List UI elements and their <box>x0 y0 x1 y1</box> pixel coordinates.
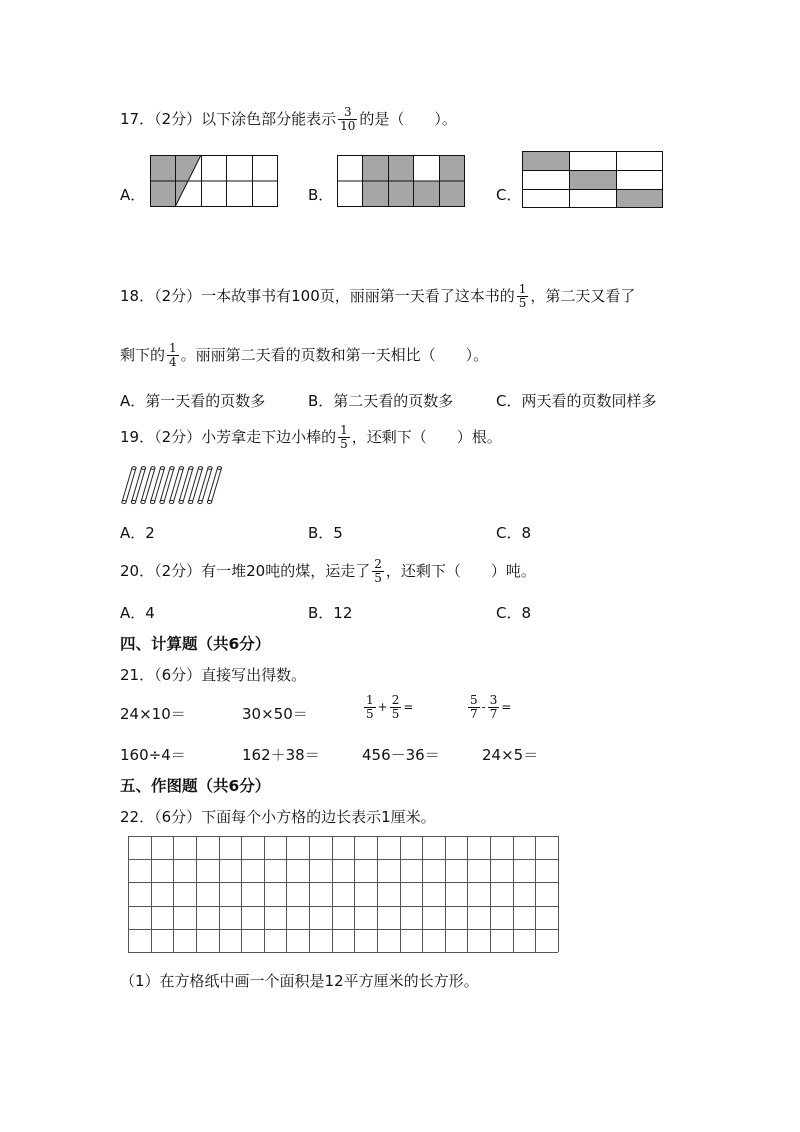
q21-e4-eq: = <box>501 700 512 714</box>
q21-expr-8: 24×5＝ <box>482 746 539 764</box>
q20-option-b[interactable]: B．12 <box>308 604 353 622</box>
q17-stem-after: 的是（ ）。 <box>359 110 457 128</box>
q17-figure-c <box>522 151 663 208</box>
q19-option-c[interactable]: C．8 <box>496 524 532 542</box>
q21-expr-3 <box>362 694 413 721</box>
q21-expr-7: 456－36＝ <box>362 746 440 764</box>
q19-stem-before: 19．（2分）小芳拿走下边小棒的 <box>120 428 337 446</box>
q20-option-c[interactable]: C．8 <box>496 604 532 622</box>
q17-option-b-label[interactable]: B． <box>308 186 334 204</box>
q21-e3-a-den: 5 <box>366 707 374 721</box>
q18-frac2-den: 4 <box>169 355 177 369</box>
q18-fraction-1 <box>517 283 529 310</box>
q21-e3-b-den: 5 <box>391 707 400 721</box>
q19-option-b[interactable]: B．5 <box>308 524 343 542</box>
q21-expr-4 <box>466 694 511 721</box>
q22-stem: 22．（6分）下面每个小方格的边长表示1厘米。 <box>120 808 436 826</box>
q20-option-a[interactable]: A．4 <box>120 604 155 622</box>
q19-fraction <box>338 424 350 451</box>
section4-title: 四、计算题（共6分） <box>120 635 271 653</box>
q21-e3-op: + <box>377 700 388 714</box>
q18-line2-after: 。丽丽第二天看的页数和第一天相比（ ）。 <box>180 346 489 364</box>
q18-fraction-2 <box>167 342 179 369</box>
q21-e4-a-num: 5 <box>470 693 478 707</box>
q20-stem-before: 20．（2分）有一堆20吨的煤，运走了 <box>120 562 371 580</box>
q17-fraction <box>338 106 357 133</box>
q22-sub1: （1）在方格纸中画一个面积是12平方厘米的长方形。 <box>120 972 479 990</box>
q20-frac-num: 2 <box>374 557 382 571</box>
q18-line1-after: ，第二天又看了 <box>530 287 636 305</box>
q21-expr-6: 162＋38＝ <box>242 746 320 764</box>
section5-title: 五、作图题（共6分） <box>120 777 271 795</box>
q21-expr-2: 30×50＝ <box>242 705 308 723</box>
q19-frac-num: 1 <box>340 423 348 437</box>
q21-e4-b-num: 3 <box>489 693 498 707</box>
q18-line2-before: 剩下的 <box>120 346 166 364</box>
q19-stem <box>120 424 502 451</box>
q22-grid-paper[interactable] <box>128 836 558 952</box>
q21-e3-frac-a <box>364 694 376 721</box>
q17-c-shade-1 <box>522 151 569 170</box>
q21-e4-frac-b <box>488 694 500 721</box>
q19-sticks-figure <box>120 466 220 506</box>
q20-fraction <box>372 558 384 585</box>
q19-frac-den: 5 <box>340 437 348 451</box>
q21-e4-b-den: 7 <box>489 707 498 721</box>
q21-expr-1: 24×10＝ <box>120 705 186 723</box>
q21-e3-a-num: 1 <box>366 693 374 707</box>
q21-e3-b-num: 2 <box>391 693 400 707</box>
q17-c-shade-2 <box>569 170 616 189</box>
q18-frac1-den: 5 <box>518 296 527 310</box>
q17-stem-before: 17．（2分）以下涂色部分能表示 <box>120 110 337 128</box>
q18-option-c[interactable]: C．两天看的页数同样多 <box>496 392 657 410</box>
q21-e4-a-den: 7 <box>470 707 478 721</box>
q17-c-shade-3 <box>616 189 663 208</box>
q18-line1 <box>120 283 635 310</box>
q21-e4-op: - <box>481 700 486 714</box>
q21-expr-5: 160÷4＝ <box>120 746 186 764</box>
q21-stem: 21．（6分）直接写出得数。 <box>120 666 307 684</box>
q21-e3-eq: = <box>403 700 414 714</box>
q18-frac1-num: 1 <box>518 282 527 296</box>
q17-figure-a <box>150 155 278 207</box>
q17-b-shade-top-right <box>439 155 465 181</box>
q17-option-a-label[interactable]: A． <box>120 186 146 204</box>
q18-option-a[interactable]: A．第一天看的页数多 <box>120 392 266 410</box>
q17-option-c-label[interactable]: C． <box>496 186 522 204</box>
q21-e4-frac-a <box>468 694 480 721</box>
q18-line2 <box>120 342 488 369</box>
q17-b-shade-top <box>362 155 413 181</box>
q20-frac-den: 5 <box>374 571 382 585</box>
q17-figure-b <box>337 155 465 207</box>
q18-frac2-num: 1 <box>169 341 177 355</box>
q18-option-b[interactable]: B．第二天看的页数多 <box>308 392 454 410</box>
q17-frac-den: 10 <box>340 119 356 133</box>
q18-line1-before: 18．（2分）一本故事书有100页，丽丽第一天看了这本书的 <box>120 287 515 305</box>
q20-stem <box>120 558 536 585</box>
q19-stem-after: ，还剩下（ ）根。 <box>351 428 502 446</box>
q17-frac-num: 3 <box>338 106 357 120</box>
q19-option-a[interactable]: A．2 <box>120 524 155 542</box>
q17-stem <box>120 106 457 133</box>
q20-stem-after: ，还剩下（ ）吨。 <box>385 562 536 580</box>
q21-e3-frac-b <box>390 694 402 721</box>
